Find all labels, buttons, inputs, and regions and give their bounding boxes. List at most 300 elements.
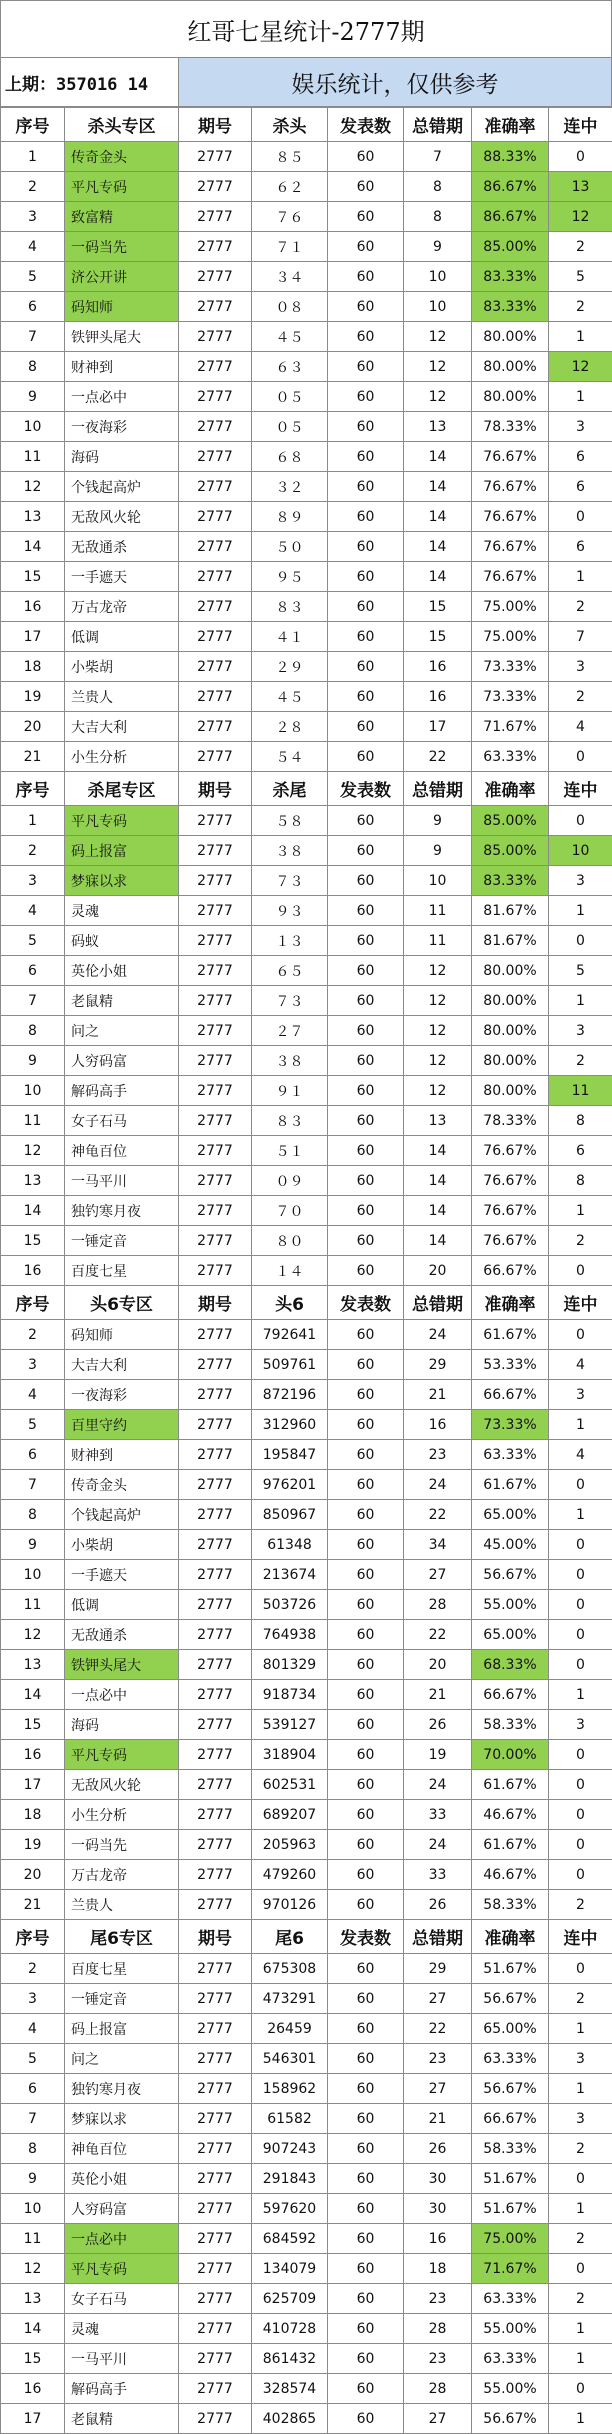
cell-wrong: 14 (404, 1196, 472, 1226)
cell-wrong: 10 (404, 292, 472, 322)
cell-streak: 6 (549, 442, 612, 472)
table-row (1, 172, 612, 202)
cell-index: 14 (1, 1680, 65, 1710)
cell-wrong: 9 (404, 232, 472, 262)
cell-period: 2777 (179, 1560, 252, 1590)
cell-name: 一点必中 (65, 382, 179, 412)
cell-accuracy: 63.33% (472, 2284, 549, 2314)
cell-posted: 60 (328, 2194, 404, 2224)
cell-period: 2777 (179, 2134, 252, 2164)
cell-period: 2777 (179, 1770, 252, 1800)
cell-streak: 3 (549, 412, 612, 442)
cell-streak: 5 (549, 262, 612, 292)
cell-name: 兰贵人 (65, 1890, 179, 1920)
cell-wrong: 14 (404, 502, 472, 532)
table-row (1, 352, 612, 382)
cell-index: 20 (1, 712, 65, 742)
cell-streak: 1 (549, 2314, 612, 2344)
cell-period: 2777 (179, 502, 252, 532)
cell-value: ６２ (252, 172, 328, 202)
cell-period: 2777 (179, 1954, 252, 1984)
cell-accuracy: 61.67% (472, 1320, 549, 1350)
cell-name: 码知师 (65, 1320, 179, 1350)
cell-accuracy: 80.00% (472, 1046, 549, 1076)
cell-name: 万古龙帝 (65, 1860, 179, 1890)
cell-name: 传奇金头 (65, 142, 179, 172)
cell-index: 7 (1, 2104, 65, 2134)
section-header-row (1, 772, 612, 806)
cell-streak: 3 (549, 1016, 612, 1046)
table-row (1, 2314, 612, 2344)
table-row (1, 1590, 612, 1620)
cell-accuracy: 80.00% (472, 322, 549, 352)
cell-accuracy: 55.00% (472, 2374, 549, 2404)
header-streak: 连中 (549, 1286, 612, 1320)
cell-value: 410728 (252, 2314, 328, 2344)
cell-accuracy: 75.00% (472, 2224, 549, 2254)
cell-accuracy: 81.67% (472, 896, 549, 926)
cell-posted: 60 (328, 836, 404, 866)
cell-posted: 60 (328, 472, 404, 502)
cell-name: 无敌风火轮 (65, 1770, 179, 1800)
cell-wrong: 24 (404, 1470, 472, 1500)
cell-name: 一码当先 (65, 1830, 179, 1860)
table-row (1, 652, 612, 682)
cell-accuracy: 80.00% (472, 1076, 549, 1106)
cell-period: 2777 (179, 1500, 252, 1530)
cell-wrong: 12 (404, 352, 472, 382)
cell-streak: 7 (549, 622, 612, 652)
cell-value: ８３ (252, 1106, 328, 1136)
table-row (1, 502, 612, 532)
header-period: 期号 (179, 108, 252, 142)
cell-period: 2777 (179, 1440, 252, 1470)
table-row (1, 1076, 612, 1106)
cell-value: ９５ (252, 562, 328, 592)
table-row (1, 836, 612, 866)
cell-index: 9 (1, 1530, 65, 1560)
stats-table (0, 107, 612, 2434)
table-row (1, 532, 612, 562)
cell-period: 2777 (179, 1650, 252, 1680)
cell-posted: 60 (328, 682, 404, 712)
cell-wrong: 26 (404, 1890, 472, 1920)
cell-accuracy: 63.33% (472, 2044, 549, 2074)
header-name: 杀头专区 (65, 108, 179, 142)
cell-name: 一夜海彩 (65, 412, 179, 442)
cell-streak: 3 (549, 1710, 612, 1740)
cell-name: 平凡专码 (65, 806, 179, 836)
cell-value: 61582 (252, 2104, 328, 2134)
cell-value: ８０ (252, 1226, 328, 1256)
info-row (0, 57, 612, 107)
cell-name: 平凡专码 (65, 172, 179, 202)
cell-streak: 6 (549, 1136, 612, 1166)
cell-streak: 0 (549, 1320, 612, 1350)
cell-posted: 60 (328, 2074, 404, 2104)
cell-name: 小柴胡 (65, 652, 179, 682)
cell-wrong: 30 (404, 2164, 472, 2194)
cell-index: 2 (1, 1320, 65, 1350)
cell-index: 5 (1, 1410, 65, 1440)
cell-streak: 2 (549, 1984, 612, 2014)
cell-name: 问之 (65, 1016, 179, 1046)
cell-streak: 0 (549, 1800, 612, 1830)
cell-streak: 0 (549, 2374, 612, 2404)
cell-streak: 13 (549, 172, 612, 202)
cell-accuracy: 80.00% (472, 352, 549, 382)
cell-name: 英伦小姐 (65, 956, 179, 986)
cell-wrong: 18 (404, 2254, 472, 2284)
cell-wrong: 29 (404, 1954, 472, 1984)
table-row (1, 2134, 612, 2164)
cell-name: 小柴胡 (65, 1530, 179, 1560)
cell-accuracy: 73.33% (472, 1410, 549, 1440)
cell-streak: 1 (549, 1500, 612, 1530)
cell-wrong: 27 (404, 2074, 472, 2104)
cell-name: 海码 (65, 442, 179, 472)
header-value: 杀尾 (252, 772, 328, 806)
cell-accuracy: 83.33% (472, 866, 549, 896)
cell-posted: 60 (328, 1560, 404, 1590)
table-row (1, 292, 612, 322)
header-name: 头6专区 (65, 1286, 179, 1320)
table-row (1, 2284, 612, 2314)
cell-accuracy: 66.67% (472, 2104, 549, 2134)
cell-index: 16 (1, 1740, 65, 1770)
table-row (1, 1410, 612, 1440)
cell-wrong: 16 (404, 682, 472, 712)
cell-name: 梦寐以求 (65, 2104, 179, 2134)
cell-value: ７０ (252, 1196, 328, 1226)
cell-index: 8 (1, 352, 65, 382)
cell-posted: 60 (328, 322, 404, 352)
cell-period: 2777 (179, 442, 252, 472)
cell-posted: 60 (328, 1890, 404, 1920)
cell-accuracy: 76.67% (472, 1166, 549, 1196)
cell-value: ５４ (252, 742, 328, 772)
cell-index: 12 (1, 2254, 65, 2284)
cell-posted: 60 (328, 866, 404, 896)
cell-accuracy: 83.33% (472, 292, 549, 322)
cell-wrong: 11 (404, 926, 472, 956)
table-row (1, 472, 612, 502)
cell-accuracy: 61.67% (472, 1770, 549, 1800)
cell-wrong: 16 (404, 1410, 472, 1440)
cell-wrong: 23 (404, 2284, 472, 2314)
cell-index: 11 (1, 1590, 65, 1620)
cell-value: ６５ (252, 956, 328, 986)
cell-accuracy: 78.33% (472, 412, 549, 442)
table-row (1, 1320, 612, 1350)
cell-value: ５１ (252, 1136, 328, 1166)
cell-value: 976201 (252, 1470, 328, 1500)
cell-name: 百度七星 (65, 1954, 179, 1984)
cell-name: 独钓寒月夜 (65, 2074, 179, 2104)
cell-value: ０８ (252, 292, 328, 322)
header-index: 序号 (1, 772, 65, 806)
cell-posted: 60 (328, 442, 404, 472)
cell-posted: 60 (328, 1830, 404, 1860)
cell-streak: 1 (549, 2014, 612, 2044)
cell-name: 一手遮天 (65, 562, 179, 592)
cell-accuracy: 86.67% (472, 202, 549, 232)
cell-period: 2777 (179, 1016, 252, 1046)
table-row (1, 1650, 612, 1680)
cell-index: 14 (1, 1196, 65, 1226)
cell-accuracy: 66.67% (472, 1680, 549, 1710)
cell-period: 2777 (179, 1710, 252, 1740)
cell-wrong: 24 (404, 1320, 472, 1350)
cell-index: 10 (1, 1560, 65, 1590)
cell-value: １４ (252, 1256, 328, 1286)
cell-accuracy: 76.67% (472, 1136, 549, 1166)
cell-wrong: 8 (404, 172, 472, 202)
cell-accuracy: 65.00% (472, 1620, 549, 1650)
cell-period: 2777 (179, 1620, 252, 1650)
table-row (1, 562, 612, 592)
cell-name: 大吉大利 (65, 712, 179, 742)
cell-streak: 1 (549, 2344, 612, 2374)
cell-period: 2777 (179, 2374, 252, 2404)
table-row (1, 926, 612, 956)
cell-streak: 2 (549, 2134, 612, 2164)
cell-streak: 0 (549, 1560, 612, 1590)
table-row (1, 202, 612, 232)
cell-value: ９１ (252, 1076, 328, 1106)
cell-index: 8 (1, 1016, 65, 1046)
cell-posted: 60 (328, 142, 404, 172)
header-posted: 发表数 (328, 772, 404, 806)
cell-accuracy: 76.67% (472, 562, 549, 592)
cell-index: 14 (1, 532, 65, 562)
cell-streak: 6 (549, 532, 612, 562)
cell-wrong: 11 (404, 896, 472, 926)
cell-posted: 60 (328, 562, 404, 592)
cell-posted: 60 (328, 1470, 404, 1500)
cell-name: 灵魂 (65, 896, 179, 926)
cell-value: ５０ (252, 532, 328, 562)
cell-value: 684592 (252, 2224, 328, 2254)
cell-posted: 60 (328, 2404, 404, 2434)
cell-name: 一马平川 (65, 1166, 179, 1196)
cell-accuracy: 71.67% (472, 712, 549, 742)
cell-value: 503726 (252, 1590, 328, 1620)
cell-value: 689207 (252, 1800, 328, 1830)
cell-streak: 1 (549, 322, 612, 352)
cell-accuracy: 65.00% (472, 1500, 549, 1530)
cell-wrong: 22 (404, 742, 472, 772)
cell-posted: 60 (328, 1800, 404, 1830)
cell-period: 2777 (179, 1800, 252, 1830)
table-row (1, 682, 612, 712)
cell-accuracy: 58.33% (472, 2134, 549, 2164)
cell-streak: 0 (549, 1954, 612, 1984)
cell-posted: 60 (328, 2014, 404, 2044)
cell-name: 财神到 (65, 1440, 179, 1470)
cell-streak: 2 (549, 2284, 612, 2314)
cell-wrong: 14 (404, 442, 472, 472)
cell-posted: 60 (328, 1380, 404, 1410)
cell-posted: 60 (328, 1196, 404, 1226)
cell-name: 神龟百位 (65, 1136, 179, 1166)
cell-posted: 60 (328, 926, 404, 956)
cell-period: 2777 (179, 1076, 252, 1106)
cell-period: 2777 (179, 956, 252, 986)
cell-name: 解码高手 (65, 2374, 179, 2404)
cell-wrong: 27 (404, 1984, 472, 2014)
cell-streak: 11 (549, 1076, 612, 1106)
cell-streak: 2 (549, 2224, 612, 2254)
cell-wrong: 12 (404, 1016, 472, 1046)
cell-accuracy: 56.67% (472, 2074, 549, 2104)
cell-index: 17 (1, 622, 65, 652)
cell-index: 19 (1, 1830, 65, 1860)
cell-accuracy: 73.33% (472, 652, 549, 682)
cell-period: 2777 (179, 622, 252, 652)
cell-name: 兰贵人 (65, 682, 179, 712)
cell-index: 13 (1, 2284, 65, 2314)
cell-wrong: 21 (404, 2104, 472, 2134)
cell-value: 850967 (252, 1500, 328, 1530)
cell-index: 4 (1, 232, 65, 262)
cell-streak: 1 (549, 896, 612, 926)
header-index: 序号 (1, 1920, 65, 1954)
cell-period: 2777 (179, 2074, 252, 2104)
cell-value: 764938 (252, 1620, 328, 1650)
cell-value: 318904 (252, 1740, 328, 1770)
cell-posted: 60 (328, 2044, 404, 2074)
table-row (1, 2104, 612, 2134)
table-row (1, 2224, 612, 2254)
cell-index: 9 (1, 1046, 65, 1076)
table-row (1, 262, 612, 292)
cell-wrong: 10 (404, 866, 472, 896)
cell-index: 16 (1, 2374, 65, 2404)
cell-posted: 60 (328, 1106, 404, 1136)
cell-value: 918734 (252, 1680, 328, 1710)
cell-streak: 0 (549, 1830, 612, 1860)
cell-value: ７３ (252, 866, 328, 896)
cell-value: ６３ (252, 352, 328, 382)
table-row (1, 1800, 612, 1830)
cell-accuracy: 51.67% (472, 1954, 549, 1984)
cell-name: 平凡专码 (65, 1740, 179, 1770)
cell-value: ３８ (252, 836, 328, 866)
cell-accuracy: 56.67% (472, 2404, 549, 2434)
cell-period: 2777 (179, 712, 252, 742)
cell-value: ７１ (252, 232, 328, 262)
table-row (1, 412, 612, 442)
cell-index: 4 (1, 2014, 65, 2044)
cell-wrong: 14 (404, 1226, 472, 1256)
cell-value: 134079 (252, 2254, 328, 2284)
cell-index: 2 (1, 1954, 65, 1984)
header-value: 头6 (252, 1286, 328, 1320)
cell-value: ８５ (252, 142, 328, 172)
table-row (1, 866, 612, 896)
cell-value: 539127 (252, 1710, 328, 1740)
cell-index: 21 (1, 742, 65, 772)
cell-streak: 0 (549, 2254, 612, 2284)
cell-name: 一手遮天 (65, 1560, 179, 1590)
cell-period: 2777 (179, 472, 252, 502)
cell-wrong: 12 (404, 1076, 472, 1106)
cell-index: 6 (1, 1440, 65, 1470)
cell-streak: 1 (549, 2194, 612, 2224)
cell-wrong: 14 (404, 1166, 472, 1196)
section-header-row (1, 1286, 612, 1320)
cell-index: 10 (1, 2194, 65, 2224)
table-row (1, 986, 612, 1016)
cell-value: 792641 (252, 1320, 328, 1350)
cell-period: 2777 (179, 1860, 252, 1890)
cell-streak: 0 (549, 502, 612, 532)
cell-index: 17 (1, 1770, 65, 1800)
cell-index: 1 (1, 806, 65, 836)
cell-name: 百度七星 (65, 1256, 179, 1286)
cell-name: 女子石马 (65, 1106, 179, 1136)
cell-index: 3 (1, 1984, 65, 2014)
cell-accuracy: 51.67% (472, 2164, 549, 2194)
cell-period: 2777 (179, 1410, 252, 1440)
cell-posted: 60 (328, 712, 404, 742)
cell-posted: 60 (328, 1076, 404, 1106)
cell-streak: 0 (549, 806, 612, 836)
cell-wrong: 19 (404, 1740, 472, 1770)
cell-streak: 1 (549, 2404, 612, 2434)
cell-period: 2777 (179, 896, 252, 926)
cell-posted: 60 (328, 1226, 404, 1256)
cell-streak: 0 (549, 1860, 612, 1890)
table-row (1, 1136, 612, 1166)
cell-accuracy: 61.67% (472, 1470, 549, 1500)
cell-wrong: 34 (404, 1530, 472, 1560)
cell-accuracy: 70.00% (472, 1740, 549, 1770)
cell-name: 人穷码富 (65, 1046, 179, 1076)
cell-wrong: 14 (404, 472, 472, 502)
cell-index: 1 (1, 142, 65, 172)
cell-index: 8 (1, 1500, 65, 1530)
cell-index: 10 (1, 1076, 65, 1106)
cell-name: 百里守约 (65, 1410, 179, 1440)
cell-value: ６８ (252, 442, 328, 472)
cell-posted: 60 (328, 1500, 404, 1530)
cell-period: 2777 (179, 2404, 252, 2434)
cell-accuracy: 51.67% (472, 2194, 549, 2224)
cell-streak: 0 (549, 1650, 612, 1680)
cell-period: 2777 (179, 232, 252, 262)
cell-posted: 60 (328, 1590, 404, 1620)
table-row (1, 1440, 612, 1470)
cell-period: 2777 (179, 1046, 252, 1076)
cell-wrong: 14 (404, 532, 472, 562)
cell-accuracy: 55.00% (472, 2314, 549, 2344)
cell-accuracy: 66.67% (472, 1380, 549, 1410)
cell-streak: 4 (549, 1440, 612, 1470)
cell-value: 312960 (252, 1410, 328, 1440)
cell-wrong: 10 (404, 262, 472, 292)
cell-index: 13 (1, 1650, 65, 1680)
cell-streak: 8 (549, 1166, 612, 1196)
cell-period: 2777 (179, 1106, 252, 1136)
cell-accuracy: 76.67% (472, 502, 549, 532)
cell-posted: 60 (328, 2224, 404, 2254)
cell-wrong: 27 (404, 2404, 472, 2434)
header-wrong: 总错期 (404, 108, 472, 142)
header-period: 期号 (179, 1920, 252, 1954)
cell-period: 2777 (179, 292, 252, 322)
